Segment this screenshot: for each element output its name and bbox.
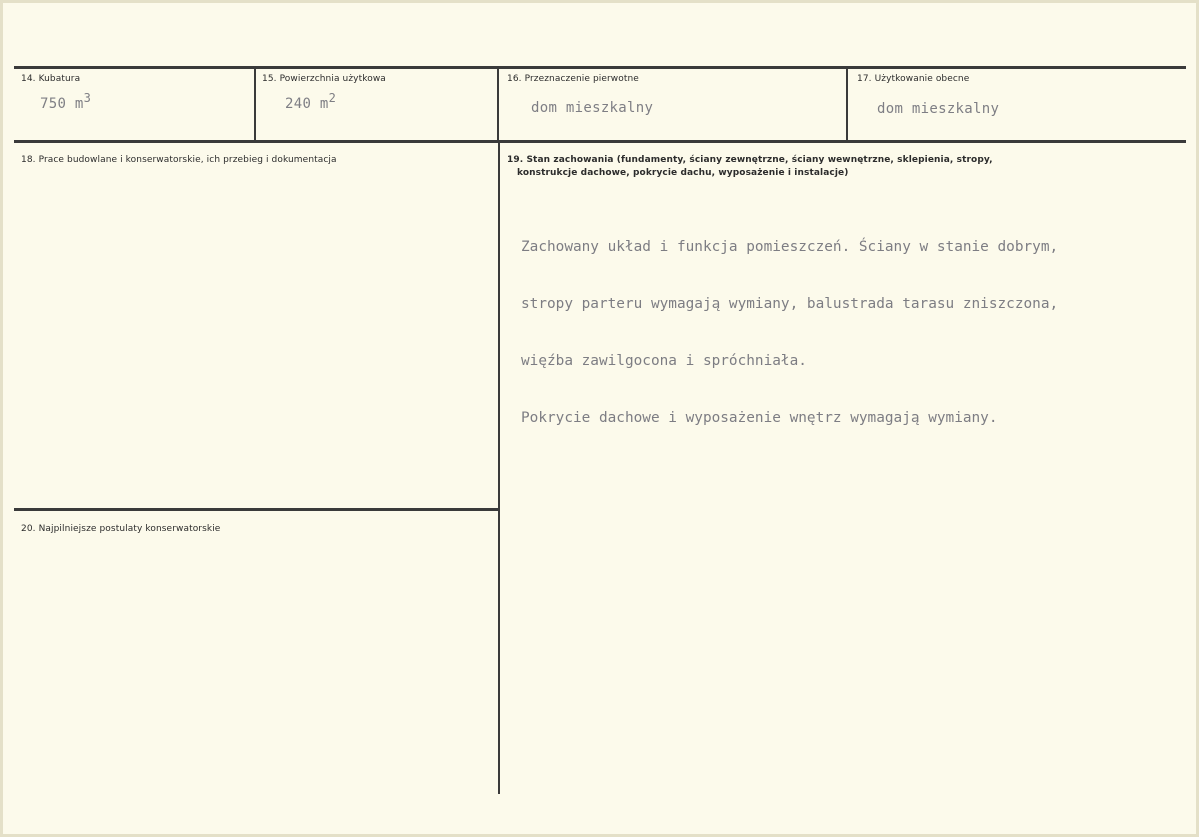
field-17-value: dom mieszkalny bbox=[877, 101, 1000, 117]
condition-text-line: Pokrycie dachowe i wyposażenie wnętrz wymagają wymiany. bbox=[521, 410, 998, 426]
field-20-label: 20. Najpilniejsze postulaty konserwatorskie bbox=[21, 524, 221, 534]
field-14-value: 750 $m^3$ bbox=[40, 91, 92, 112]
top-rule bbox=[14, 66, 1186, 69]
field-18-label: 18. Prace budowlane i konserwatorskie, ich przebieg i dokumentacja bbox=[21, 155, 337, 165]
condition-text-line: więźba zawilgocona i spróchniała. bbox=[521, 353, 807, 369]
field-17-label: 17. Użytkowanie obecne bbox=[857, 74, 970, 84]
field-15-label: 15. Powierzchnia użytkowa bbox=[262, 74, 386, 84]
divider-14-15 bbox=[254, 68, 256, 142]
header-row-bottom-rule bbox=[14, 140, 1186, 143]
condition-text-line: Zachowany układ i funkcja pomieszczeń. Ściany w stanie dobrym, bbox=[521, 239, 1059, 255]
main-column-divider bbox=[498, 142, 500, 794]
field-19-label-line-2: konstrukcje dachowe, pokrycie dachu, wyposażenie i instalacje) bbox=[517, 168, 849, 178]
field-19-condition-text bbox=[521, 200, 1058, 466]
field-19-label-line-1: 19. Stan zachowania (fundamenty, ściany zewnętrzne, ściany wewnętrzne, sklepienia, stropy, bbox=[507, 155, 993, 165]
section-18-bottom-rule bbox=[14, 508, 499, 511]
field-16-label: 16. Przeznaczenie pierwotne bbox=[507, 74, 639, 84]
divider-16-17 bbox=[846, 68, 848, 142]
divider-15-16 bbox=[497, 68, 499, 142]
field-14-label: 14. Kubatura bbox=[21, 74, 81, 84]
condition-text-line: stropy parteru wymagają wymiany, balustrada tarasu zniszczona, bbox=[521, 296, 1059, 312]
field-16-value: dom mieszkalny bbox=[531, 100, 654, 116]
field-15-value: 240 $m^2$ bbox=[285, 91, 337, 112]
